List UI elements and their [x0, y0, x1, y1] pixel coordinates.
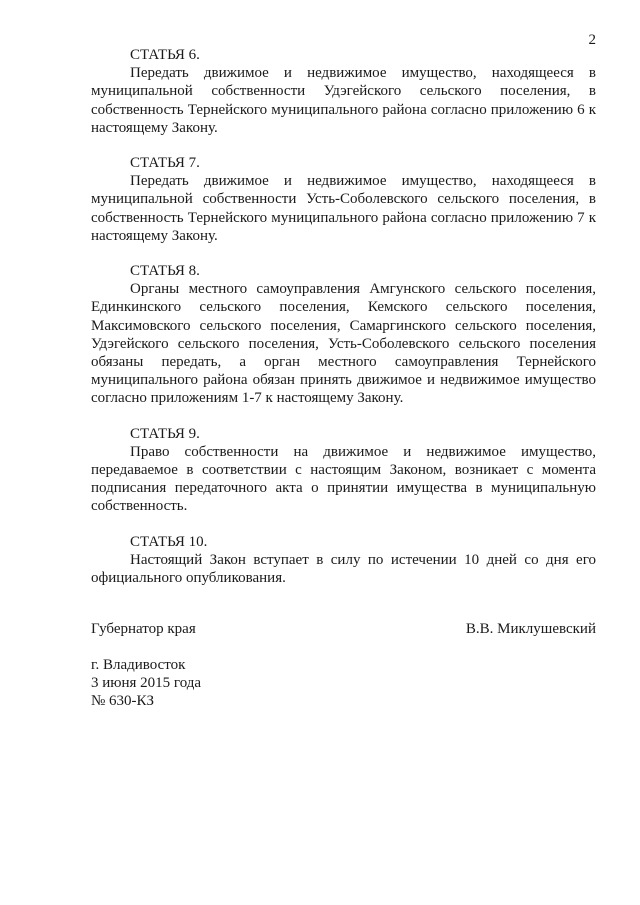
- issue-date: 3 июня 2015 года: [91, 675, 202, 691]
- issue-details: [91, 656, 201, 710]
- article-10: [91, 533, 596, 588]
- signatory-name: В.В. Миклушевский: [465, 621, 596, 637]
- article-heading: СТАТЬЯ 6.: [130, 47, 200, 63]
- article-text: Органы местного самоуправления Амгунского сельского поселения, Единкинского сельского поселения, Кемского сельского поселения, Максимовского сельского поселения, Самаргинского сельского поселения, Удэгейского сельского поселения, Усть-Соболевского сельского поселения обязаны передать, а орган местного самоуправления Тернейского муниципального района обязан принять движимое и недвижимое имущество согласно приложениям 1-7 к настоящему Закону.: [91, 281, 596, 407]
- article-text: Право собственности на движимое и недвижимое имущество, передаваемое в соответствии с настоящим Законом, возникает с момента подписания передаточного акта о принятии имущества в муниципальную собственность.: [91, 443, 596, 515]
- law-number: № 630-КЗ: [91, 693, 155, 709]
- article-8: [91, 262, 596, 408]
- issue-place: г. Владивосток: [91, 657, 186, 673]
- article-text: Настоящий Закон вступает в силу по истечении 10 дней со дня его официального опубликования.: [91, 551, 596, 587]
- page-number: 2: [588, 32, 596, 48]
- document-body: [91, 46, 596, 604]
- article-heading: СТАТЬЯ 8.: [130, 263, 200, 280]
- signatory-position: Губернатор края: [91, 621, 196, 637]
- article-heading: СТАТЬЯ 7.: [130, 155, 200, 172]
- article-text: Передать движимое и недвижимое имущество, находящееся в муниципальной собственности Удэгейского сельского поселения, в собственность Тернейского муниципального района согласно приложению 6 к настоящему Закону.: [91, 65, 596, 136]
- signature-block: [91, 620, 596, 638]
- article-text: Передать движимое и недвижимое имущество, находящееся в муниципальной собственности Усть-Соболевского сельского поселения, в собственность Тернейского муниципального района согласно приложению 7 к настоящему Закону.: [91, 173, 596, 244]
- article-9: [91, 425, 596, 516]
- article-7: [91, 154, 596, 245]
- article-heading: СТАТЬЯ 9.: [130, 425, 200, 442]
- article-6: [91, 46, 596, 137]
- article-heading: СТАТЬЯ 10.: [130, 533, 208, 550]
